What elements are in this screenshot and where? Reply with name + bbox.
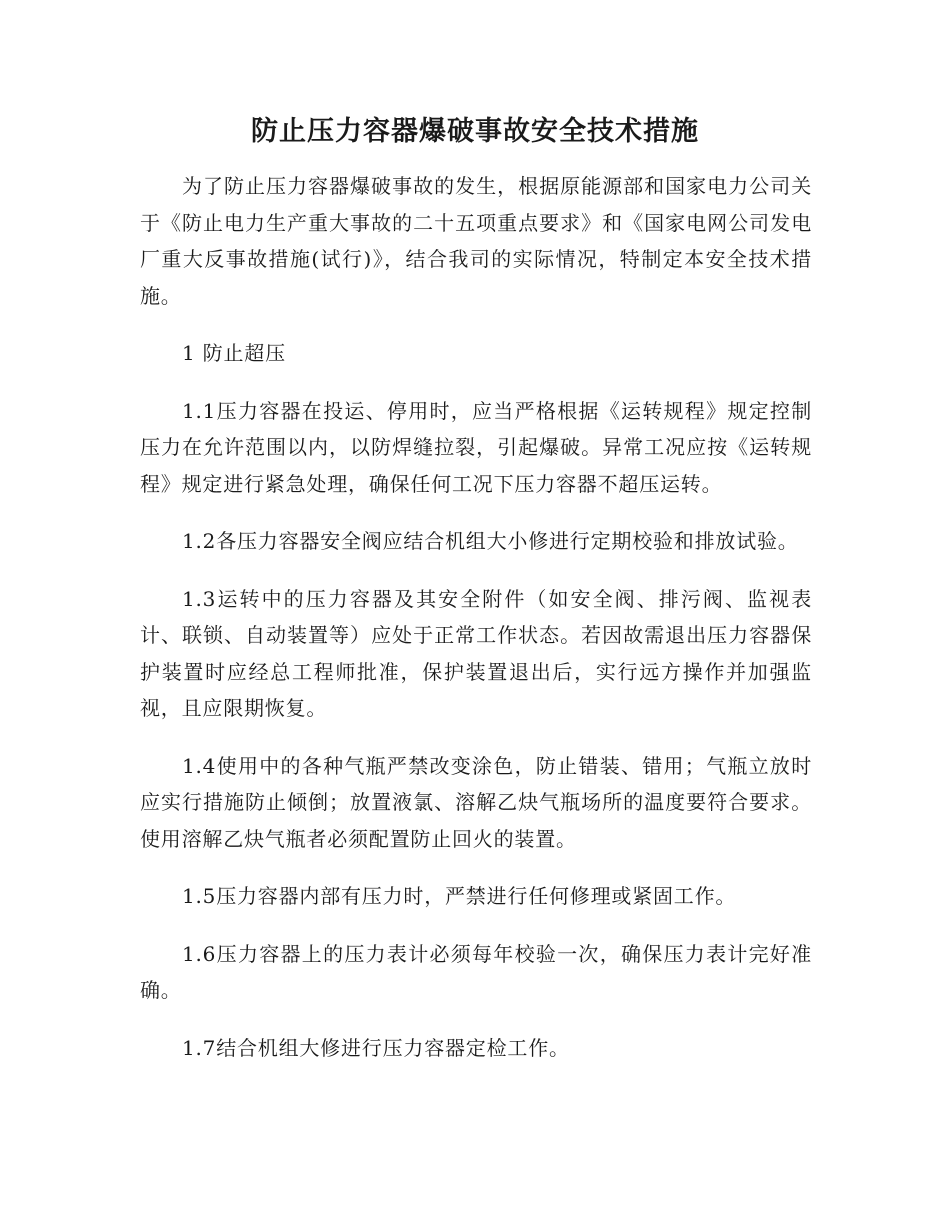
clause-1-1: 1.1压力容器在投运、停用时，应当严格根据《运转规程》规定控制压力在允许范围以内，以防焊缝拉裂，引起爆破。异常工况应按《运转规程》规定进行紧急处理，确保任何工况下压力容器不超压运转。 xyxy=(140,398,812,496)
intro-paragraph: 为了防止压力容器爆破事故的发生，根据原能源部和国家电力公司关于《防止电力生产重大事故的二十五项重点要求》和《国家电网公司发电厂重大反事故措施(试行)》，结合我司的实际情况，特制定本安全技术措施。 xyxy=(140,174,812,308)
clause-1-6: 1.6压力容器上的压力表计必须每年校验一次，确保压力表计完好准确。 xyxy=(140,941,812,1002)
document-title: 防止压力容器爆破事故安全技术措施 xyxy=(251,116,699,147)
clause-1-3: 1.3运转中的压力容器及其安全附件（如安全阀、排污阀、监视表计、联锁、自动装置等）应处于正常工作状态。若因故需退出压力容器保护装置时应经总工程师批准，保护装置退出后，实行远方操作并加强监视，且应限期恢复。 xyxy=(140,586,812,720)
section-heading-1: 1 防止超压 xyxy=(182,341,286,365)
clause-1-5: 1.5压力容器内部有压力时，严禁进行任何修理或紧固工作。 xyxy=(182,884,737,908)
clause-1-4: 1.4使用中的各种气瓶严禁改变涂色，防止错装、错用；气瓶立放时应实行措施防止倾倒；放置液氯、溶解乙炔气瓶场所的温度要符合要求。使用溶解乙炔气瓶者必须配置防止回火的装置。 xyxy=(140,753,812,851)
clause-1-2: 1.2各压力容器安全阀应结合机组大小修进行定期校验和排放试验。 xyxy=(182,529,799,553)
clause-1-7: 1.7结合机组大修进行压力容器定检工作。 xyxy=(182,1035,570,1060)
document-body xyxy=(140,168,812,1066)
